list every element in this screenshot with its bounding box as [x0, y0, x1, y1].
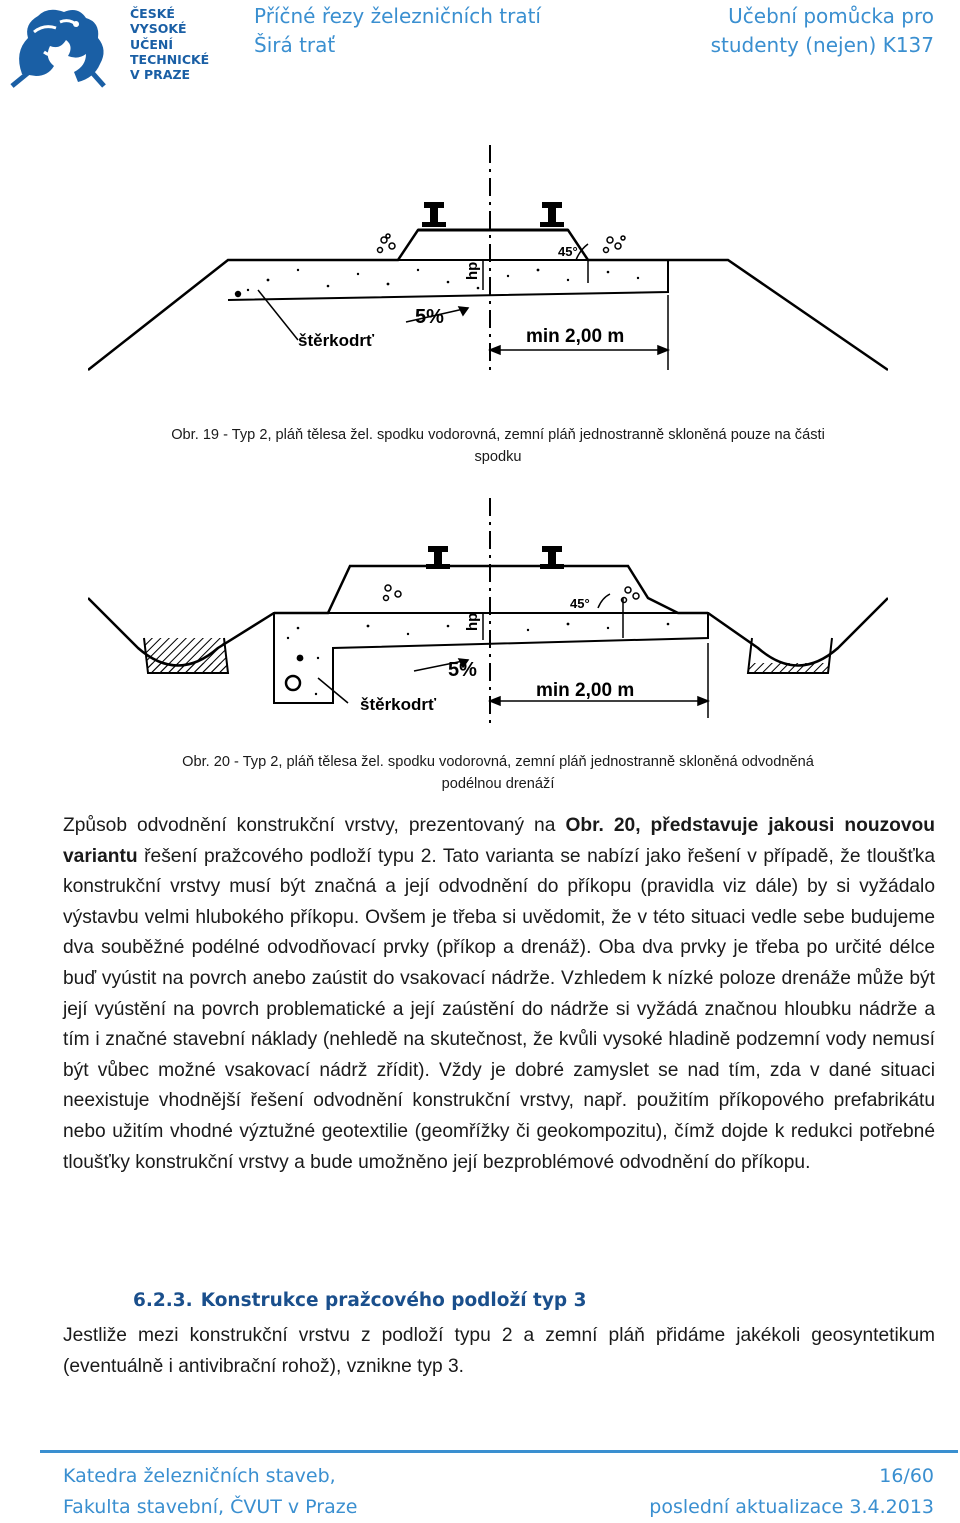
fig1-slope-label: 5% [415, 306, 444, 328]
fig1-hp-label: hp [464, 261, 481, 280]
paragraph-intro: Způsob odvodnění konstrukční vrstvy, prezentovaný na [63, 815, 566, 836]
university-line: V PRAZE [130, 67, 191, 83]
figure-19-caption [62, 424, 934, 468]
subtitle-line-2: studenty (nejen) K137 [710, 33, 934, 57]
document-title [254, 2, 541, 60]
fig2-distance-label: min 2,00 m [536, 680, 635, 701]
university-line: VYSOKÉ [130, 21, 187, 37]
page-number: 16/60 [879, 1465, 934, 1487]
university-line: ČESKÉ [130, 6, 175, 21]
paragraph-rest: řešení pražcového podloží typu 2. Tato varianta se nabízí jako řešení v případě, že tloušťka konstrukční vrstvy musí být značná a její odvodnění do příkopu (pravidla viz dále) by si vyžádalo výstavbu velmi hlubokého příkopu. Ovšem je třeba si uvědomit, že v této situaci vedle sebe budujeme dva souběžné podélné odvodňovací prvky (příkop a drenáž). Oba dva prvky je třeba po určité délce buď vyústit na povrch anebo zaústit do vsakovací nádrže. Vzhledem k nízké poloze drenáže může být její vyústění na povrch problematické a její zaústění do nádrže si vyžádá značnou hloubku nádrže a tím i značné stavební náklady (nehledě na skutečnost, že kvůli vysoké hladině podzemní vody nemusí být vůbec možné vsakovací nádrž zřídit). Vždy je dobré zamyslet se nad tím, zda v dané situaci neexistuje vhodnější řešení odvodnění konstrukční vrstvy, např. použitím příkopového prefabrikátu nebo užitím vhodné výztužné geotextilie (geomřížky či geokompozitu), čímž dojde k redukci potřebné tloušťky konstrukční vrstvy a bude umožněno její bezproblémové odvodnění do příkopu. [63, 845, 935, 1173]
caption-line: spodku [474, 449, 522, 465]
document-subtitle [711, 2, 934, 60]
fig1-material-label: štěrkodrť [298, 331, 375, 350]
fig2-angle-label: 45° [570, 596, 590, 611]
fig2-slope-label: 5% [448, 659, 477, 681]
caption-line: Obr. 20 - Typ 2, pláň tělesa žel. spodku vodorovná, zemní pláň jednostranně skloněná odvodněná [182, 754, 814, 770]
university-line: UČENÍ [130, 36, 173, 52]
university-line: TECHNICKÉ [130, 51, 210, 67]
subtitle-line-1: Učební pomůcka pro [728, 4, 934, 28]
cvut-lion-logo-icon [4, 2, 116, 88]
fig2-hp-label: hp [464, 612, 481, 631]
footer-divider [40, 1450, 958, 1453]
last-updated: poslední aktualizace 3.4.2013 [649, 1496, 934, 1518]
figure-20-caption [62, 751, 934, 795]
footer-dept-line-2: Fakulta stavební, ČVUT v Praze [63, 1496, 358, 1518]
title-line-2: Širá trať [254, 33, 336, 57]
figure-20-cross-section [88, 498, 888, 726]
caption-line: Obr. 19 - Typ 2, pláň tělesa žel. spodku vodorovná, zemní pláň jednostranně skloněná pouze na části [171, 427, 825, 443]
caption-line: podélnou drenáží [441, 776, 555, 792]
footer-page-info [649, 1461, 934, 1523]
fig1-angle-label: 45° [558, 244, 578, 259]
figure-19-cross-section [88, 140, 888, 380]
section-heading [133, 1290, 594, 1311]
body-paragraph-2: Jestliže mezi konstrukční vrstvu z podloží typu 2 a zemní pláň přidáme jakékoli geosyntetikum (eventuálně i antivibrační rohož), vznikne typ 3. [63, 1325, 935, 1377]
university-name [130, 6, 209, 82]
footer-department [63, 1461, 357, 1523]
fig2-material-label: štěrkodrť [360, 695, 437, 714]
title-line-1: Příčné řezy železničních tratí [254, 4, 541, 28]
section-title: Konstrukce pražcového podloží typ 3 [200, 1290, 587, 1311]
footer-dept-line-1: Katedra železničních staveb, [63, 1465, 336, 1487]
section-number: 6.2.3. [133, 1290, 193, 1311]
figure-reference: Obr. 20, představuje jakousi nouzovou variantu [63, 815, 936, 867]
fig1-distance-label: min 2,00 m [526, 326, 625, 347]
page-header [0, 0, 960, 95]
body-paragraph-1 [63, 811, 935, 1178]
